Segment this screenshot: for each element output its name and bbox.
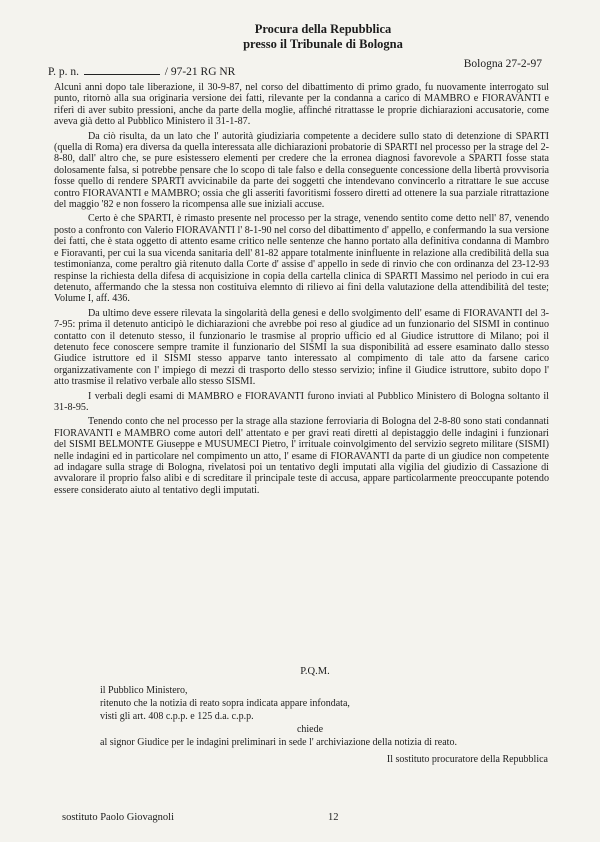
paragraph-3: Certo è che SPARTI, è rimasto presente nel processo per la strage, venendo sentito come detto nell' 87, venendo posto a confronto con Valerio FIORAVANTI l' 8-1-90 nel corso del dibattimento d' appello, e confermando la sua versione dei fatti, che è stata oggetto di attento esame critico nelle sentenze che hanno portato alla definitiva condanna di Mambro e Fioravanti, per cui la sua vicenda sanitaria dell' 81-82 appare totalmente ininfluente in relazione alla credibilità della sua testimonianza, come peraltro già ritenuto dalla Corte d' assise d' appello in sede di rinvio che con ordinanza del 23-12-93 respinse la richiesta della difesa di acquisizione in copia della cartella clinica di SPARTI Massimo nel periodo in cui era detenuto, affermando che la stessa non costituiva elemnto di rilievo ai fini della valutazione della attendibilità del teste; Volume I, aff. 436.: [54, 213, 549, 305]
header-line-2: presso il Tribunale di Bologna: [243, 37, 403, 51]
disposition: [100, 684, 560, 749]
paragraph-2: Da ciò risulta, da un lato che l' autorità giudiziaria competente a decidere sullo stato di detenzione di SPARTI (quella di Roma) era diversa da quella interessata alle dichiarazioni probatorie di SPARTI nel processo per la strage del 2-8-80, dall' altro che, se pure esistessero elementi per credere che la erronea diagnosi favorevole a SPARTI fosse stata dolosamente falsa, si potrebbe pensare che lo scopo di tale falso e della conseguente concessione della libertà provvisoria fosse quello di rendere SPARTI avvicinabile da parte dei soggetti che intendevano convincerlo a ritrattare le sue accuse contro FIORAVANTI e MAMBRO; ossia che gli asseriti favoritismi fossero diretti ad ottenere la sua parziale ritrattazione del maggio '82 e non fossero la ricompensa alle sue iniziali accuse.: [54, 130, 549, 211]
page-number: 12: [328, 812, 339, 823]
disposition-line-1: il Pubblico Ministero,: [100, 685, 188, 696]
disposition-line-4: al signor Giudice per le indagini preliminari in sede l' archiviazione della notizia di reato.: [100, 737, 457, 748]
disposition-line-3: visti gli art. 408 c.p.p. e 125 d.a. c.p.p.: [100, 711, 254, 722]
pqm-heading: P.Q.M.: [300, 666, 330, 677]
reference-blank-line: [84, 64, 160, 75]
office-header: [0, 22, 600, 52]
paragraph-6: Tenendo conto che nel processo per la strage alla stazione ferroviaria di Bologna del 2-8-80 sono stati condannati FIORAVANTI e MAMBRO come autori dell' attentato e per gravi reati diretti al depistaggio delle indagini i funzionari del SISMI BELMONTE Giuseppe e MUSUMECI Pietro, l' irrituale coinvolgimento del servizio segreto militare (SISMI) nelle indagini ed in particolare nel compimento un atto, l' esame di FIORAVANTI da parte di un giudice non competente ad indagare sulla strage di Bologna, rivelatosi poi un tentativo degli imputati alla vigilia del giudizio di Cassazione di avvalorare il proprio falso alibi e di screditare il principale teste di accusa, appare particolarmente preoccupante potendo essere considerato aiuto al tentativo degli imputati.: [54, 416, 549, 496]
body-text: [54, 82, 549, 499]
reference-prefix: P. p. n.: [48, 66, 79, 78]
paragraph-5: I verbali degli esami di MAMBRO e FIORAVANTI furono inviati al Pubblico Ministero di Bologna soltanto il 31-8-95.: [54, 390, 549, 413]
reference-suffix: / 97-21 RG NR: [164, 66, 236, 78]
header-line-1: Procura della Repubblica: [254, 22, 392, 36]
document-date: Bologna 27-2-97: [463, 58, 542, 70]
paragraph-4: Da ultimo deve essere rilevata la singolarità della genesi e dello svolgimento dell' esame di FIORAVANTI del 3-7-95: prima il detenuto anticipò le dichiarazioni che avrebbe poi reso al giudice ad un funzionario del SISMI in continuo contatto con il detenuto stesso, il funzionario le trasmise al proprio ufficio ed al Giudice istruttore di Milano; poi il detenuto fece conoscere sempre tramite il funzionario del SISMI la sua disponibilità ad essere esaminato dallo stesso Giudice istruttore ed il SISMI stesso apparve tanto interessato al compimento di tale atto da farsene carico organizzativamente con l' impiego di mezzi di trasporto dello stesso servizio; infine il Giudice istruttore, subito dopo l' atto trasmise il relativo verbale allo stesso SISMI.: [54, 307, 549, 388]
disposition-chiede: chiede: [296, 724, 324, 735]
disposition-line-2: ritenuto che la notizia di reato sopra indicata appare infondata,: [100, 698, 350, 709]
case-reference: [48, 64, 235, 78]
signer-title: Il sostituto procuratore della Repubblica: [386, 754, 548, 765]
paragraph-1: Alcuni anni dopo tale liberazione, il 30-9-87, nel corso del dibattimento di primo grado, fu nuovamente interrogato sul punto, ritornò alla sua originaria versione dei fatti, rilevante per la condanna a carico di MAMBRO e FIORAVANTI e riferì di aver subito pressioni, anche da parte della moglie, affinché ritrattasse le proprie dichiarazioni accusatorie, come aveva già detto al Pubblico Ministero il 31-1-87.: [54, 82, 549, 128]
signer-name: sostituto Paolo Giovagnoli: [62, 812, 175, 823]
